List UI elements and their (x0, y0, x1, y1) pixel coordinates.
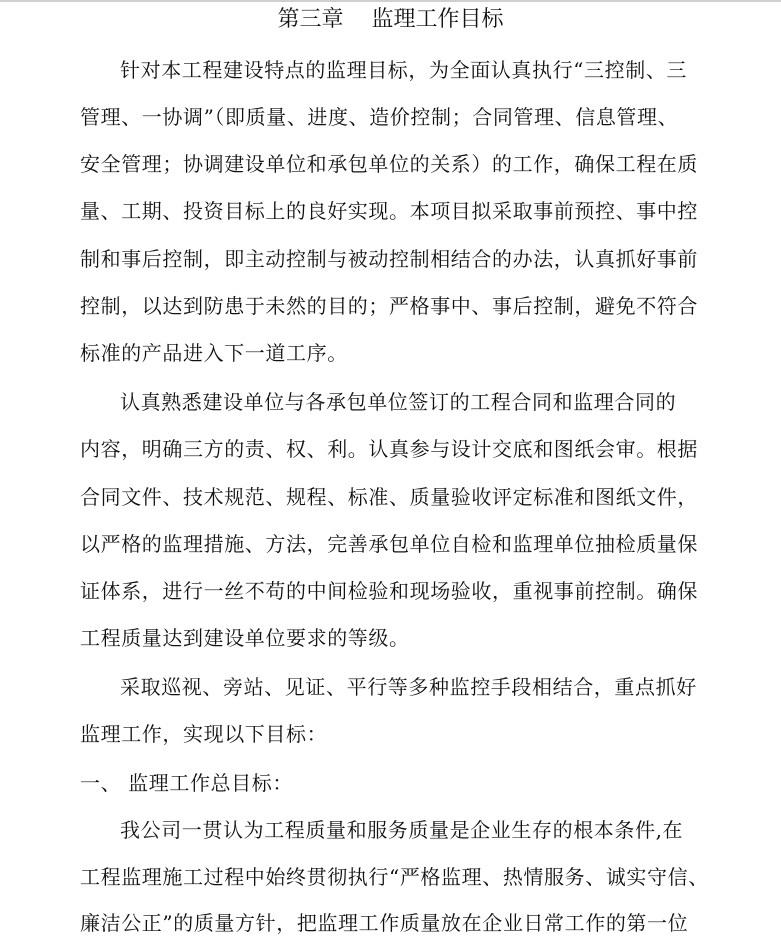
paragraph-line: 量、工期、投资目标上的良好实现。本项目拟采取事前预控、事中控 (80, 199, 698, 223)
paragraph-line: 标准的产品进入下一道工序。 (80, 341, 348, 365)
paragraph-line: 工程质量达到建设单位要求的等级。 (80, 626, 410, 650)
paragraph-line: 以严格的监理措施、方法，完善承包单位自检和监理单位抽检质量保 (80, 532, 698, 556)
paragraph-line: 采取巡视、旁站、见证、平行等多种监控手段相结合，重点抓好 (120, 675, 697, 699)
chapter-title: 第三章 监理工作目标 (277, 7, 504, 32)
section-heading: 一、 监理工作总目标： (80, 771, 293, 795)
paragraph-line: 我公司一贯认为工程质量和服务质量是企业生存的根本条件,在 (120, 818, 684, 842)
paragraph-line: 管理、一协调”（即质量、进度、造价控制；合同管理、信息管理、 (80, 105, 679, 129)
paragraph-line: 内容，明确三方的责、权、利。认真参与设计交底和图纸会审。根据 (80, 437, 698, 461)
paragraph-line: 合同文件、技术规范、规程、标准、质量验收评定标准和图纸文件， (80, 485, 698, 509)
paragraph-line: 控制，以达到防患于未然的目的；严格事中、事后控制，避免不符合 (80, 294, 698, 318)
paragraph-line: 工程监理施工过程中始终贯彻执行“严格监理、热情服务、诚实守信、 (80, 865, 709, 889)
paragraph-line: 制和事后控制，即主动控制与被动控制相结合的办法，认真抓好事前 (80, 247, 698, 271)
paragraph-line: 针对本工程建设特点的监理目标，为全面认真执行“三控制、三 (120, 58, 688, 82)
page-top-border (0, 0, 781, 2)
paragraph-line: 认真熟悉建设单位与各承包单位签订的工程合同和监理合同的 (120, 390, 677, 414)
paragraph-line: 廉洁公正”的质量方针，把监理工作质量放在企业日常工作的第一位 (80, 911, 689, 935)
paragraph-line: 证体系，进行一丝不苟的中间检验和现场验收，重视事前控制。确保 (80, 579, 698, 603)
paragraph-line: 监理工作，实现以下目标： (80, 722, 328, 746)
paragraph-line: 安全管理；协调建设单位和承包单位的关系）的工作，确保工程在质 (80, 152, 698, 176)
